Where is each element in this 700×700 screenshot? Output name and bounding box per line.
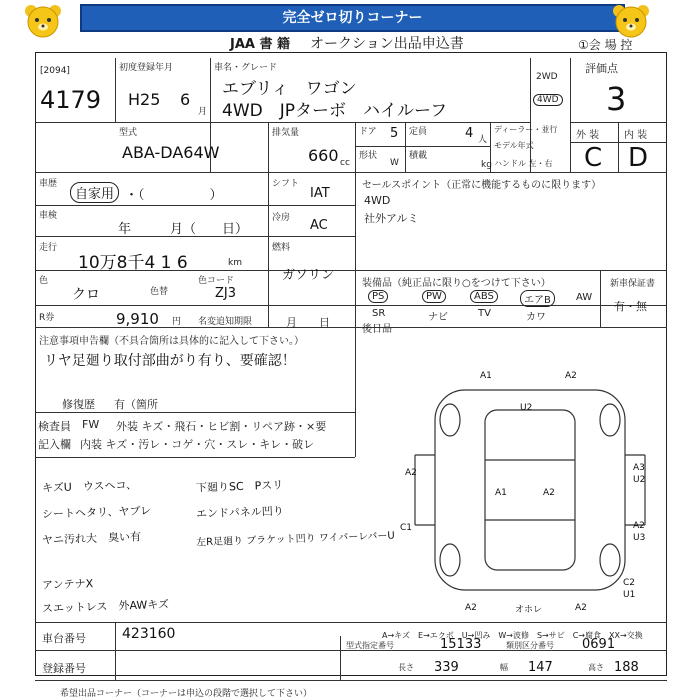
exterior-grade: C [584, 143, 603, 173]
interior-grade: D [628, 143, 649, 173]
width-label: 幅 [500, 663, 508, 672]
mark-a2: A2 [565, 371, 577, 381]
equip-navi: ナビ [428, 312, 448, 323]
equip-label: 装備品（純正品に限り○をつけて下さい） [362, 278, 551, 289]
mark-a2: A2 [575, 603, 587, 613]
displacement-value: 660 [308, 146, 339, 165]
mark-u2: U2 [520, 403, 533, 413]
banner: 完全ゼロ切りコーナー [80, 4, 625, 32]
model-label: 型式 [119, 128, 138, 138]
km-unit: km [228, 258, 242, 268]
capacity-label: 定員 [409, 127, 428, 137]
model-spec-value: 15133 [440, 637, 482, 652]
cc-unit: cc [340, 158, 350, 168]
reg-number-label: 登録番号 [42, 662, 86, 675]
warranty-value: 有・無 [614, 300, 647, 313]
corner-label: 希望出品コーナー（コーナーは申込の段階で選択して下さい） [60, 689, 313, 699]
equip-ps: PS [368, 290, 388, 303]
form-title: オークション出品申込書 [310, 36, 464, 52]
width-value: 147 [528, 660, 553, 675]
capacity-value: 4 [465, 126, 474, 141]
interior-row: 内装 キズ・汚レ・コゲ・穴・スレ・キレ・破レ [80, 438, 315, 451]
mark-a1: A1 [495, 488, 507, 498]
drive-2wd: 2WD [536, 72, 558, 82]
class-label: 類別区分番号 [506, 641, 554, 650]
recycle-label: R券 [39, 313, 55, 323]
first-reg-era: H25 [128, 90, 161, 109]
mark-a2: A2 [465, 603, 477, 613]
dealer-label: ディーラー・並行 [494, 125, 558, 134]
car-number-value: 423160 [122, 626, 176, 642]
diagram-legend: A→キズ E→エクボ U→凹み W→波修 S→サビ C→腐食 XX→交換 [382, 631, 643, 640]
month-unit: 月 [198, 107, 208, 117]
first-reg-month: 6 [180, 90, 191, 109]
color-code-label: 色コード [198, 276, 235, 286]
sales-point-1: 4WD [364, 194, 391, 207]
yen-unit: 円 [172, 317, 182, 327]
notes-label: 注意事項申告欄（不具合箇所は具体的に記入して下さい。） [39, 336, 304, 347]
length-label: 長さ [398, 663, 414, 672]
inspector-label: 検査員 [38, 420, 71, 433]
recycle-value: 9,910 [116, 310, 159, 328]
use-rest: ・（ ） [125, 188, 223, 203]
exterior-row: 外装 キズ・飛石・ヒビ割・リペア跡・×要 [116, 420, 327, 433]
note-line: 左R足廻り ブラケット凹り ワイパーレバーU [195, 530, 395, 549]
door-label: ドア [359, 127, 377, 137]
model-year-label: モデル年式 [494, 141, 534, 150]
length-value: 339 [434, 660, 459, 675]
note-line: 下廻りSC Pスリ [195, 478, 284, 495]
load-label: 積載 [409, 151, 428, 161]
displacement-label: 排気量 [272, 128, 300, 138]
first-reg-label: 初度登録年月 [119, 63, 174, 73]
shift-label: シフト [272, 179, 300, 189]
note-line: シートヘタリ、ヤブレ [41, 504, 152, 521]
inspection-label: 車検 [39, 211, 58, 221]
door-value: 5 [390, 126, 399, 141]
warranty-label: 新車保証書 [610, 279, 656, 289]
recorder-label: 記入欄 [38, 438, 71, 451]
use-value: 自家用 [70, 182, 119, 203]
mark-u3: U3 [633, 533, 646, 543]
fuel-value: ガソリン [282, 268, 335, 283]
model-spec-label: 型式指定番号 [346, 641, 394, 650]
color-label: 色 [39, 276, 49, 286]
equip-aw: AW [576, 292, 593, 303]
brand-mark: JAA 書 籍 [230, 37, 291, 52]
kg-unit: kg [481, 160, 492, 170]
model-value: ABA-DA64W [122, 143, 220, 162]
equip-abs: ABS [470, 290, 498, 303]
mark-a2: A2 [405, 468, 417, 478]
handle-label: ハンドル 左・右 [494, 159, 553, 168]
shape-label: 形状 [359, 151, 378, 161]
equip-leather: カワ [526, 312, 546, 323]
car-name: エブリィ ワゴン [222, 79, 357, 99]
drive-4wd: 4WD [533, 94, 563, 106]
ac-label: 冷房 [272, 213, 291, 223]
mark-c1: C1 [400, 523, 413, 533]
inspection-value: 年 月（ 日） [118, 222, 249, 237]
note-line: エンドパネル凹り [195, 504, 284, 521]
mark-a2: A2 [633, 521, 645, 531]
equip-sr: SR [372, 308, 386, 319]
sales-label: セールスポイント（正常に機能するものに限ります） [362, 180, 602, 191]
mark-a2: A2 [543, 488, 555, 498]
color-value: クロ [72, 287, 100, 303]
equip-tv: TV [478, 308, 491, 319]
car-condition-diagram [395, 360, 665, 620]
mark-u1: U1 [623, 590, 636, 600]
car-number-label: 車台番号 [42, 632, 86, 645]
sales-point-2: 社外アルミ [364, 212, 419, 225]
mileage-value: 10万8千4 1 6 [78, 253, 188, 273]
mark-c2: C2 [623, 578, 636, 588]
mascot-bear-icon [610, 2, 652, 40]
height-value: 188 [614, 660, 639, 675]
mileage-label: 走行 [39, 243, 58, 253]
tax-date: 月 日 [286, 316, 330, 329]
shape-value: W [390, 158, 399, 168]
mark-a1: A1 [480, 371, 492, 381]
fuel-label: 燃料 [272, 243, 291, 253]
height-label: 高さ [588, 663, 604, 672]
repair-value: 有（箇所 [114, 398, 158, 411]
class-value: 0691 [582, 637, 616, 652]
car-grade: 4WD JPターボ ハイルーフ [222, 101, 448, 121]
person-unit: 人 [478, 135, 488, 145]
sheet-code: [2094] [40, 66, 70, 76]
fw-label: FW [82, 418, 100, 431]
shift-value: IAT [310, 186, 330, 201]
score-value: 3 [606, 80, 627, 118]
score-label: 評価点 [585, 62, 618, 75]
ac-value: AC [310, 218, 328, 233]
mark-ohore: オホレ [515, 605, 543, 615]
color-code-value: ZJ3 [215, 286, 237, 301]
note-line: アンテナX [41, 577, 94, 592]
tax-label: 名変追知期限 [198, 317, 253, 327]
lot-number: 4179 [40, 86, 102, 114]
after-label: 後日品 [362, 324, 392, 335]
repair-label: 修復歴 [62, 398, 95, 411]
exterior-label: 外 装 [576, 130, 600, 141]
color-change-label: 色替 [150, 287, 169, 297]
mark-a3: A3 [633, 463, 645, 473]
equip-pw: PW [422, 290, 446, 303]
mascot-bear-icon [22, 2, 64, 40]
equip-airbag: エアB [520, 290, 555, 307]
venue-label: ①会 場 控 [578, 38, 633, 52]
note-line: スエットレス 外AWキズ [41, 597, 170, 616]
notes-value: リヤ足廻り取付部曲がり有り、要確認！ [44, 353, 296, 369]
use-label: 車歴 [39, 179, 58, 189]
note-line: キズU ウスヘコ、 [41, 478, 138, 495]
mark-u2: U2 [633, 475, 646, 485]
car-name-label: 車名・グレード [214, 63, 278, 73]
interior-label: 内 装 [624, 130, 648, 141]
note-line: ヤニ汚れ大 臭い有 [41, 530, 142, 547]
